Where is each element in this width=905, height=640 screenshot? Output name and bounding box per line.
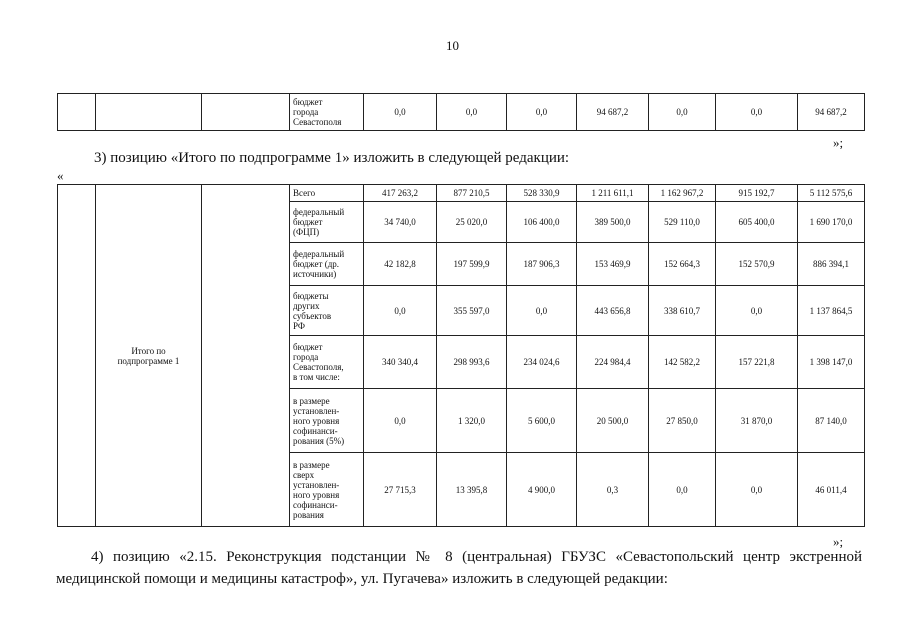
- row-group-title: [96, 185, 202, 527]
- paragraph-3: 3) позицию «Итого по подпрограмме 1» изложить в следующей редакции:: [94, 150, 570, 166]
- label-line: субъектов: [293, 310, 332, 321]
- value-cell: 152 570,9: [716, 243, 798, 286]
- value-cell: 0,0: [649, 94, 716, 131]
- label-line: в размере: [293, 395, 330, 406]
- label-line: рования (5%): [293, 435, 345, 446]
- value-cell: 886 394,1: [798, 243, 865, 286]
- label-line: софинанси-: [293, 425, 338, 436]
- value-cell: 0,0: [716, 94, 798, 131]
- value-cell: 224 984,4: [577, 336, 649, 389]
- value-cell: 87 140,0: [798, 389, 865, 453]
- label-line: бюджет: [293, 342, 323, 352]
- label-line: бюджет: [293, 217, 323, 227]
- label-line: других: [293, 300, 320, 311]
- value-cell: 529 110,0: [649, 202, 716, 243]
- empty-cell: [58, 94, 96, 131]
- value-cell: 0,0: [364, 389, 437, 453]
- label-line: РФ: [293, 320, 305, 331]
- closing-quote: »;: [833, 534, 844, 549]
- value-cell: 298 993,6: [437, 336, 507, 389]
- label-line: рования: [293, 509, 324, 520]
- table-body: [58, 185, 865, 527]
- value-cell: 0,0: [507, 94, 577, 131]
- label-line: подпрограмме 1: [117, 355, 180, 366]
- value-cell: 338 610,7: [649, 286, 716, 336]
- value-cell: 528 330,9: [507, 185, 577, 202]
- value-cell: 142 582,2: [649, 336, 716, 389]
- value-cell: 355 597,0: [437, 286, 507, 336]
- label-line: бюджет (др.: [293, 259, 340, 269]
- empty-cell: [96, 94, 202, 131]
- value-cell: 42 182,8: [364, 243, 437, 286]
- label-line: федеральный: [293, 249, 345, 259]
- label-line: Итого по: [131, 345, 166, 356]
- value-cell: 605 400,0: [716, 202, 798, 243]
- value-cell: 1 162 967,2: [649, 185, 716, 202]
- value-cell: 27 850,0: [649, 389, 716, 453]
- empty-cell: [58, 185, 96, 527]
- paragraph-4: 4) позицию «2.15. Реконструкция подстанции № 8 (центральная) ГБУЗС «Севастопольский центр экстренной медицинской помощи и медицины катастроф», ул. Пугачева» изложить в следующей редакции:: [56, 549, 862, 587]
- value-cell: 5 112 575,6: [798, 185, 865, 202]
- value-cell: 1 320,0: [437, 389, 507, 453]
- funding-source-label: [290, 185, 364, 202]
- label-line: города: [293, 107, 319, 117]
- value-cell: 0,0: [507, 286, 577, 336]
- value-cell: 0,0: [649, 453, 716, 527]
- value-cell: 0,0: [364, 94, 437, 131]
- label-line: Всего: [293, 188, 316, 198]
- funding-source-label: [290, 336, 364, 389]
- value-cell: 0,0: [437, 94, 507, 131]
- label-line: города: [293, 352, 319, 362]
- label-line: источники): [293, 269, 337, 279]
- value-cell: 46 011,4: [798, 453, 865, 527]
- label-line: бюджеты: [293, 290, 329, 301]
- funding-source-label: [290, 286, 364, 336]
- label-line: софинанси-: [293, 499, 338, 510]
- table-row: [58, 185, 865, 202]
- funding-source-label: [290, 389, 364, 453]
- opening-quote: «: [57, 168, 64, 183]
- empty-cell: [202, 185, 290, 527]
- label-line: Севастополя,: [293, 362, 344, 372]
- value-cell: 389 500,0: [577, 202, 649, 243]
- label-line: ного уровня: [293, 415, 340, 426]
- value-cell: 31 870,0: [716, 389, 798, 453]
- funding-source-label: [290, 453, 364, 527]
- row-label: [290, 94, 364, 131]
- label-line: ного уровня: [293, 489, 340, 500]
- value-cell: 27 715,3: [364, 453, 437, 527]
- value-cell: 0,3: [577, 453, 649, 527]
- value-cell: 1 137 864,5: [798, 286, 865, 336]
- value-cell: 443 656,8: [577, 286, 649, 336]
- value-cell: 915 192,7: [716, 185, 798, 202]
- value-cell: 417 263,2: [364, 185, 437, 202]
- value-cell: 4 900,0: [507, 453, 577, 527]
- value-cell: 152 664,3: [649, 243, 716, 286]
- value-cell: 1 211 611,1: [577, 185, 649, 202]
- value-cell: 106 400,0: [507, 202, 577, 243]
- value-cell: 153 469,9: [577, 243, 649, 286]
- empty-cell: [202, 94, 290, 131]
- top-continuation-table: [57, 93, 865, 131]
- funding-source-label: [290, 202, 364, 243]
- label-line: бюджет: [293, 97, 323, 107]
- label-line: сверх: [293, 469, 315, 480]
- value-cell: 0,0: [716, 286, 798, 336]
- value-cell: 20 500,0: [577, 389, 649, 453]
- value-cell: 340 340,4: [364, 336, 437, 389]
- value-cell: 1 398 147,0: [798, 336, 865, 389]
- value-cell: 94 687,2: [798, 94, 865, 131]
- value-cell: 157 221,8: [716, 336, 798, 389]
- value-cell: 877 210,5: [437, 185, 507, 202]
- value-cell: 0,0: [364, 286, 437, 336]
- value-cell: 234 024,6: [507, 336, 577, 389]
- value-cell: 13 395,8: [437, 453, 507, 527]
- label-line: в размере: [293, 459, 330, 470]
- value-cell: 5 600,0: [507, 389, 577, 453]
- label-line: (ФЦП): [293, 227, 320, 237]
- closing-quote: »;: [833, 135, 844, 150]
- value-cell: 197 599,9: [437, 243, 507, 286]
- value-cell: 1 690 170,0: [798, 202, 865, 243]
- label-line: установлен-: [293, 405, 340, 416]
- funding-source-label: [290, 243, 364, 286]
- subprogram-total-table: [57, 184, 865, 527]
- value-cell: 34 740,0: [364, 202, 437, 243]
- label-line: Севастополя: [293, 117, 342, 127]
- page-number: 10: [446, 38, 459, 53]
- label-line: федеральный: [293, 207, 345, 217]
- label-line: установлен-: [293, 479, 340, 490]
- value-cell: 25 020,0: [437, 202, 507, 243]
- value-cell: 94 687,2: [577, 94, 649, 131]
- value-cell: 187 906,3: [507, 243, 577, 286]
- value-cell: 0,0: [716, 453, 798, 527]
- label-line: в том числе:: [293, 372, 340, 382]
